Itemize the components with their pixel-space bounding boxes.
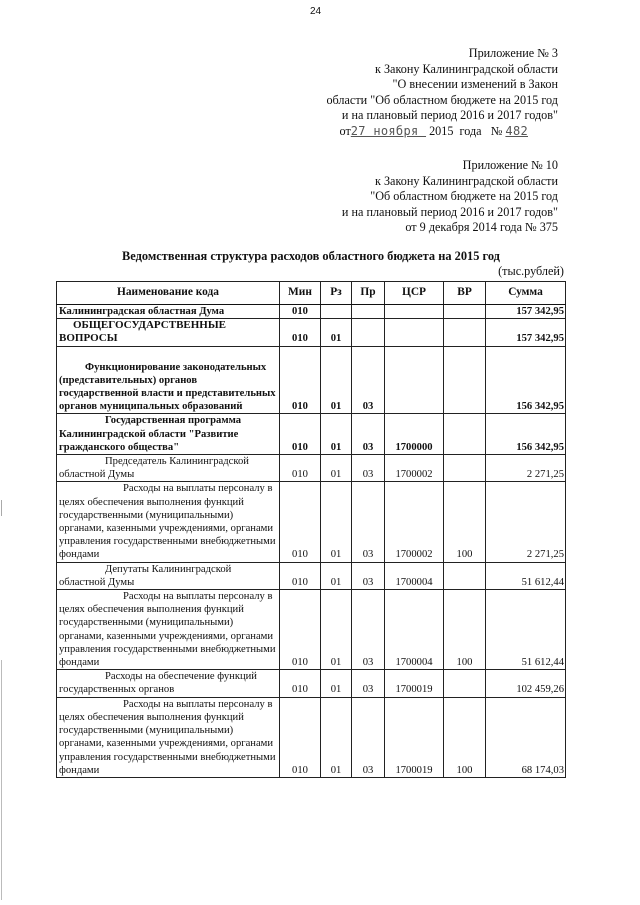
cell-min: 010	[280, 346, 321, 414]
cell-min: 010	[280, 562, 321, 589]
cell-min: 010	[280, 697, 321, 777]
cell-pr: 03	[352, 414, 385, 455]
scan-margin-mark	[1, 500, 2, 516]
cell-pr: 03	[352, 562, 385, 589]
budget-table	[56, 281, 566, 778]
date-prefix: от	[339, 123, 351, 138]
table-row	[57, 455, 566, 482]
cell-min: 010	[280, 455, 321, 482]
cell-min: 010	[280, 482, 321, 562]
table-row	[57, 305, 566, 319]
annex-3-line: области "Об областном бюджете на 2015 год	[326, 92, 558, 107]
cell-min: 010	[280, 305, 321, 319]
cell-csr: 1700019	[385, 670, 444, 697]
cell-name: Государственная программа Калининградской области "Развитие гражданского общества"	[57, 414, 280, 455]
cell-vr	[444, 562, 486, 589]
annex-3-date-line	[326, 124, 528, 140]
annex-3-line: и на плановый период 2016 и 2017 годов"	[341, 108, 558, 123]
cell-rz: 01	[321, 562, 352, 589]
document-title: Ведомственная структура расходов областного бюджета на 2015 год	[122, 249, 500, 263]
cell-vr: 100	[444, 590, 486, 670]
cell-csr: 1700019	[385, 697, 444, 777]
date-year: 2015 года №	[426, 123, 506, 138]
table-row	[57, 346, 566, 414]
cell-csr	[385, 346, 444, 414]
cell-vr: 100	[444, 697, 486, 777]
header-pr: Пр	[352, 282, 385, 305]
cell-name: Расходы на выплаты персоналу в целях обеспечения выполнения функций государственными (муниципальными) органами, казенными учреждениями, органами управления государственными внебюджетными фондами	[57, 482, 280, 562]
cell-csr	[385, 319, 444, 346]
cell-sum: 102 459,26	[486, 670, 566, 697]
header-rz: Рз	[321, 282, 352, 305]
annex-10-line: "Об областном бюджете на 2015 год	[370, 189, 558, 204]
header-csr: ЦСР	[385, 282, 444, 305]
cell-min: 010	[280, 414, 321, 455]
header-sum: Сумма	[486, 282, 566, 305]
cell-rz	[321, 305, 352, 319]
cell-rz: 01	[321, 319, 352, 346]
cell-name: Расходы на выплаты персоналу в целях обеспечения выполнения функций государственными (муниципальными) органами, казенными учреждениями, органами управления государственными внебюджетными фондами	[57, 590, 280, 670]
cell-csr: 1700002	[385, 455, 444, 482]
cell-sum: 157 342,95	[486, 305, 566, 319]
annex-10-header	[342, 158, 558, 236]
cell-pr: 03	[352, 346, 385, 414]
annex-3-line: "О внесении изменений в Закон	[392, 77, 558, 92]
table-row	[57, 670, 566, 697]
cell-name: Расходы на обеспечение функций государственных органов	[57, 670, 280, 697]
cell-pr	[352, 319, 385, 346]
cell-rz: 01	[321, 590, 352, 670]
cell-csr: 1700004	[385, 590, 444, 670]
handwritten-number: 482	[505, 123, 528, 138]
table-header-row	[57, 282, 566, 305]
cell-vr: 100	[444, 482, 486, 562]
cell-name: Депутаты Калининградской областной Думы	[57, 562, 280, 589]
cell-name: ОБЩЕГОСУДАРСТВЕННЫЕ ВОПРОСЫ	[57, 319, 280, 346]
cell-sum: 156 342,95	[486, 414, 566, 455]
cell-rz: 01	[321, 414, 352, 455]
table-row	[57, 414, 566, 455]
table-row	[57, 319, 566, 346]
cell-sum: 51 612,44	[486, 590, 566, 670]
cell-pr: 03	[352, 455, 385, 482]
annex-3-line: к Закону Калининградской области	[374, 61, 558, 76]
cell-name: Расходы на выплаты персоналу в целях обеспечения выполнения функций государственными (муниципальными) органами, казенными учреждениями, органами управления государственными внебюджетными фондами	[57, 697, 280, 777]
cell-sum: 68 174,03	[486, 697, 566, 777]
annex-10-line: к Закону Калининградской области	[374, 173, 558, 188]
cell-csr: 1700004	[385, 562, 444, 589]
annex-10-line: Приложение № 10	[462, 158, 558, 172]
cell-min: 010	[280, 590, 321, 670]
table-row	[57, 482, 566, 562]
cell-vr	[444, 670, 486, 697]
handwritten-date: 27 ноября	[350, 123, 427, 138]
cell-min: 010	[280, 319, 321, 346]
annex-3-line: Приложение № 3	[468, 46, 558, 60]
cell-vr	[444, 455, 486, 482]
annex-3-header	[326, 46, 558, 140]
cell-rz: 01	[321, 482, 352, 562]
cell-pr: 03	[352, 590, 385, 670]
header-min: Мин	[280, 282, 321, 305]
cell-vr	[444, 305, 486, 319]
cell-csr: 1700000	[385, 414, 444, 455]
cell-pr: 03	[352, 697, 385, 777]
cell-sum: 2 271,25	[486, 455, 566, 482]
cell-vr	[444, 319, 486, 346]
annex-10-line: от 9 декабря 2014 года № 375	[405, 220, 558, 235]
cell-sum: 51 612,44	[486, 562, 566, 589]
page-number: 24	[310, 6, 322, 17]
table-row	[57, 697, 566, 777]
header-vr: ВР	[444, 282, 486, 305]
cell-sum: 2 271,25	[486, 482, 566, 562]
cell-vr	[444, 414, 486, 455]
annex-10-line: и на плановый период 2016 и 2017 годов"	[341, 204, 558, 219]
cell-csr: 1700002	[385, 482, 444, 562]
cell-vr	[444, 346, 486, 414]
cell-csr	[385, 305, 444, 319]
cell-name: Функционирование законодательных (представительных) органов государственной власти и представительных органов муниципальных образований	[57, 346, 280, 414]
cell-name: Председатель Калининградской областной Думы	[57, 455, 280, 482]
scan-margin-mark	[1, 660, 2, 900]
cell-min: 010	[280, 670, 321, 697]
cell-name: Калининградская областная Дума	[57, 305, 280, 319]
units-label: (тыс.рублей)	[498, 264, 564, 278]
header-name: Наименование кода	[57, 282, 280, 305]
cell-rz: 01	[321, 346, 352, 414]
cell-rz: 01	[321, 455, 352, 482]
cell-rz: 01	[321, 697, 352, 777]
cell-pr	[352, 305, 385, 319]
cell-sum: 156 342,95	[486, 346, 566, 414]
cell-pr: 03	[352, 482, 385, 562]
cell-pr: 03	[352, 670, 385, 697]
table-row	[57, 562, 566, 589]
cell-rz: 01	[321, 670, 352, 697]
table-row	[57, 590, 566, 670]
cell-sum: 157 342,95	[486, 319, 566, 346]
